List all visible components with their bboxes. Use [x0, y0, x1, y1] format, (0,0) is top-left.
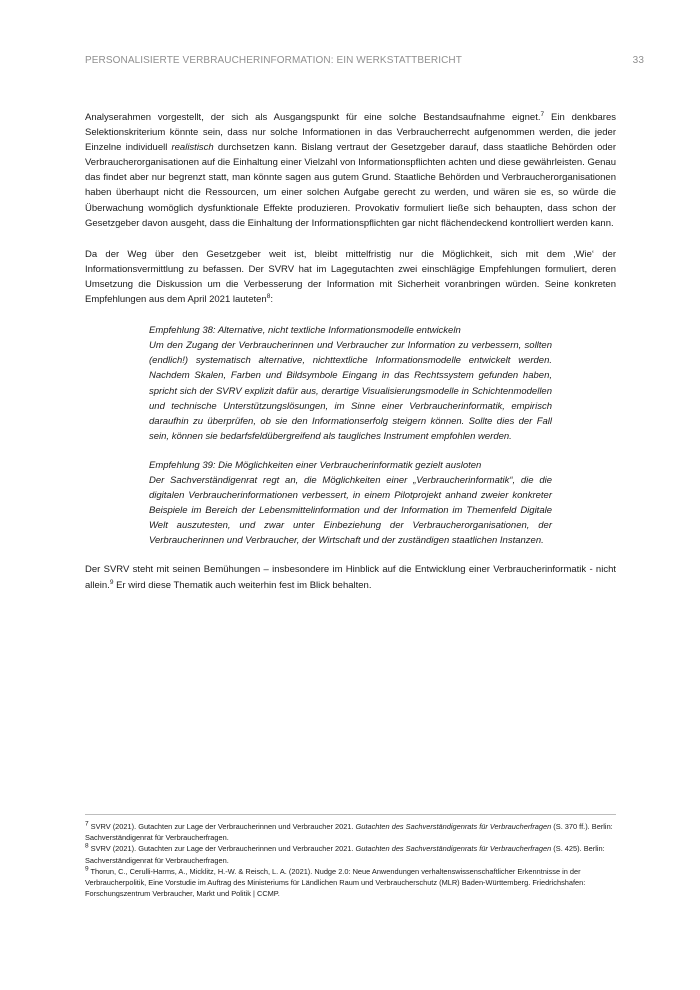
- footnote-7: $^7$ SVRV (2021). Gutachten zur Lage der Verbraucherinnen und Verbraucher 2021. Gutachten des Sachverständigenrats für Verbraucherfragen (S. 370 ff.). Berlin: Sachverständigenrat für Verbraucherfragen.: [85, 820, 613, 843]
- emphasis-realistisch: realistisch: [171, 142, 214, 154]
- footnotes: [85, 821, 616, 899]
- recommendation-39-text: Der Sachverständigenrat regt an, die Möglichkeiten einer „Verbraucherinformatik“, die die digitalen Verbraucherinformationen verbessert, in einem Pilotprojekt anhand zweier konkreter Beispiele im Bereich der Lebensmittelinformation und der Information im Themenfeld Digitale Welt auszutesten, und zwar unter Einbeziehung der Verbraucherorganisationen, der Verbraucherinnen und Verbraucher, der Wirtschaft und der zuständigen staatlichen Instanzen.: [149, 474, 552, 547]
- main-text: [85, 110, 616, 593]
- paragraph-2: Da der Weg über den Gesetzgeber weit ist, bleibt mittelfristig nur die Möglichkeit, sich mit dem ‚Wie‘ der Informationsvermittlung zu befassen. Der SVRV hat im Lagegutachten zwei einschlägige Empfehlungen formuliert, deren Umsetzung die Diskussion um die Verbesserung der Information mit Sicherheit voranbringen würden. Seine konkreten Empfehlungen aus dem April 2021 lauteten$^8$:: [85, 248, 616, 306]
- page-header: [85, 55, 644, 66]
- recommendation-39: [149, 458, 552, 549]
- recommendation-38-text: Um den Zugang der Verbraucherinnen und Verbraucher zur Information zu verbessern, sollten (endlich!) systematisch alternative, nichttextliche Informationsmodelle entwickelt werden. Nachdem Skalen, Farben und Bildsymbole Eingang in das Rechtssystem gefunden haben, spricht sich der SVRV explizit dafür aus, derartige Visualisierungsmodelle in Schichtenmodellen und technische Unterstützungslösungen, im Sinne einer Verbraucherinformatik, empirisch daraufhin zu überprüfen, ob sie den Informationserfolg steigern können. Sollte dies der Fall sein, können sie bedarfsfeldübergreifend als taugliches Instrument empfohlen werden.: [149, 340, 552, 442]
- paragraph-3: Der SVRV steht mit seinen Bemühungen – insbesondere im Hinblick auf die Entwicklung einer Verbraucherinformatik - nicht allein.$^9$ Er wird diese Thematik auch weiterhin fest im Blick behalten.: [85, 564, 616, 591]
- recommendation-39-title: Empfehlung 39: Die Möglichkeiten einer Verbraucherinformatik gezielt ausloten: [149, 459, 482, 471]
- footnote-ref-7[interactable]: 7: [540, 110, 545, 118]
- footnote-divider: [85, 814, 616, 815]
- page-number: 33: [632, 55, 644, 66]
- footnote-ref-9[interactable]: 9: [109, 578, 114, 586]
- footnote-9: $^9$ Thorun, C., Cerulli-Harms, A., Micklitz, H.-W. & Reisch, L. A. (2021). Nudge 2.0: Neue Anwendungen verhaltenswissenschaftlicher Erkenntnisse in der Verbraucherpolitik, Eine Vorstudie im Auftrag des Ministeriums für Ländlichen Raum und Verbraucherschutz (MLR) Baden-Württemberg. Friedrichshafen: Forschungszentrum Verbraucher, Markt und Politik | CCMP.: [85, 865, 586, 899]
- running-title: PERSONALISIERTE VERBRAUCHERINFORMATION: EIN WERKSTATTBERICHT: [85, 55, 462, 66]
- footnote-ref-8[interactable]: 8: [266, 292, 271, 300]
- paragraph-1: Analyserahmen vorgestellt, der sich als Ausgangspunkt für eine solche Bestandsaufnahme eignet.$^7$ Ein denkbares Selektionskriterium könnte sein, dass nur solche Informationen in das Verbraucherrecht aufgenommen werden, die jeder Einzelne individuell realistisch durchsetzen kann. Bislang vertraut der Gesetzgeber darauf, dass staatliche Behörden oder Verbraucherorganisationen auf die Einhaltung einer Vielzahl von Informationspflichten achten und diese gewährleisten. Genau das findet aber nur begrenzt statt, man könnte sagen aus gutem Grund. Staatliche Behörden und Verbraucherorganisationen haben überhaupt nicht die Ressourcen, um einer solchen Aufgabe gerecht zu werden, und wären sie es, so würde die Überwachung womöglich dysfunktionale Effekte produzieren. Provokativ formuliert ließe sich behaupten, dass schon der Gesetzgeber davon ausgeht, dass die Einhaltung der Informationspflichten gar nicht flächendeckend kontrolliert werden kann.: [85, 110, 617, 229]
- recommendation-38-title: Empfehlung 38: Alternative, nicht textliche Informationsmodelle entwickeln: [149, 325, 461, 337]
- footnote-8: $^8$ SVRV (2021). Gutachten zur Lage der Verbraucherinnen und Verbraucher 2021. Gutachten des Sachverständigenrats für Verbraucherfragen (S. 425). Berlin: Sachverständigenrat für Verbraucherfragen.: [85, 842, 605, 865]
- recommendation-38: [149, 323, 552, 444]
